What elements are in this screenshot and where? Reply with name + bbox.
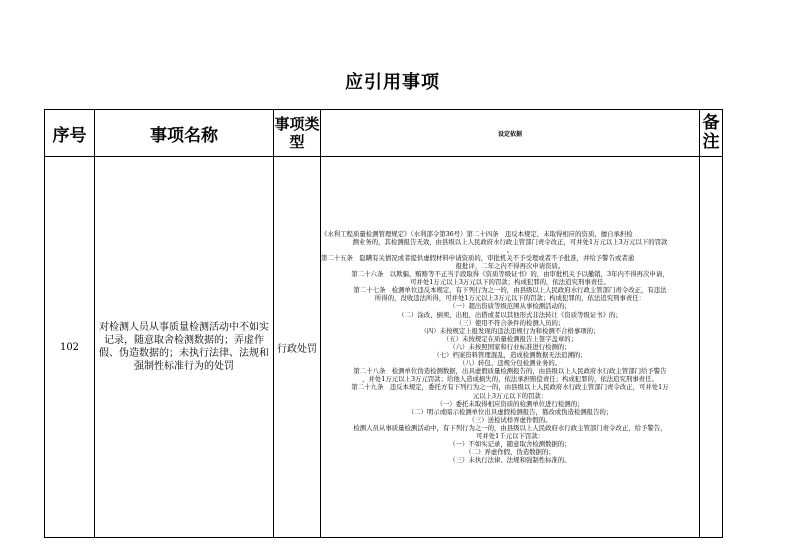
header-type: 事项类型	[274, 110, 321, 157]
header-name: 事项名称	[95, 110, 274, 157]
basis-line: （八）转包、违规分包检测业务的。	[458, 359, 562, 368]
matters-table	[44, 109, 723, 538]
row-seq: 102	[45, 157, 95, 538]
basis-line: 报批评，二年之内不得再次申请资质。	[455, 262, 565, 271]
basis-line: （七）档案资料管理混乱，造成检测数据无法追溯的；	[433, 351, 587, 360]
basis-line: 可并处1万元以上3万元以下的罚款；构成犯罪的，依法追究刑事责任。	[410, 278, 610, 287]
header-row	[45, 110, 723, 157]
row-basis	[321, 157, 700, 538]
basis-line: 第二十六条 以欺骗、贿赂等不正当手段取得《资质等级证书》的，由审批机关予以撤销，3年内不得再次申请，	[351, 270, 669, 279]
basis-line: （二）弄虚作假、伪造数据的；	[465, 448, 555, 457]
basis-line: （三）未执行法律、法规和强制性标准的。	[449, 456, 571, 465]
basis-line: 可并处1千元以下罚款：	[476, 431, 544, 440]
basis-line: （六）未按照国家和行业标准进行检测的；	[449, 342, 571, 351]
basis-line: 第二十八条 检测单位伪造检测数据，出具虚假质量检测报告的，由县级以上人民政府水行政主管部门给予警告	[353, 367, 667, 376]
row-type: 行政处罚	[274, 157, 321, 538]
basis-line: （二）涂改、倒卖、出租、出借或者以其他形式非法转让《资质等级证书》的；	[398, 310, 622, 319]
basis-line: （一）委托未取得相应资质的检测单位进行检测的；	[436, 399, 584, 408]
basis-line: 第二十九条 违反本规定，委托方有下列行为之一的，由县级以上人民政府水行政主管部门责令改正，可并处1万	[351, 383, 669, 392]
basis-line: 所得的，没收违法所得，可并处1万元以上3万元以下的罚款；构成犯罪的，依法追究刑事责任：	[374, 294, 646, 303]
basis-line: 元以上3万元以下的罚款：	[472, 391, 548, 400]
basis-line: 《水利工程质量检测管理规定》（水利部令第36号）第二十四条 违反本规定，未取得相应的资质，擅自承担检	[321, 229, 633, 238]
basis-line: （四）未按规定上报发现的违法违规行为和检测不合格事项的；	[420, 326, 600, 335]
basis-line: ，并处1万元以上3万元罚款；给他人造成损失的，依法承担赔偿责任；构成犯罪的，依法追究刑事责任。	[362, 375, 658, 384]
page-title: 应引用事项	[345, 72, 440, 93]
header-remark: 备注	[700, 110, 723, 157]
basis-line: （二）明示或暗示检测单位出具虚假检测报告，篡改或伪造检测报告的；	[407, 407, 613, 416]
row-remark	[700, 157, 723, 538]
table-row	[45, 157, 723, 538]
basis-line: （五）未按规定在质量检测报告上签字盖章的；	[442, 334, 578, 343]
basis-line: 检测人员从事质量检测活动中，有下列行为之一的，由县级以上人民政府水行政主管部门责令改正，给予警告，	[353, 423, 667, 432]
basis-text	[321, 230, 699, 465]
basis-line: （三）送检试样弄虚作假的。	[468, 415, 552, 424]
basis-line: 测业务的，其检测报告无效，由县级以上人民政府水行政主管部门责令改正，可并处1万元以上3万元以下的罚款	[352, 237, 668, 246]
header-seq: 序号	[45, 110, 95, 157]
basis-line: 。	[506, 245, 514, 254]
basis-line: （一）不如实记录，随意取舍检测数据的；	[449, 440, 571, 449]
basis-line: 第二十七条 检测单位违反本规定，有下列行为之一的，由县级以上人民政府水行政主管部门责令改正，有违法	[353, 286, 667, 295]
row-name: 对检测人员从事质量检测活动中不如实记录，随意取舍检测数据的；弄虚作假、伪造数据的；未执行法律、法规和强制性标准行为的处罚	[95, 157, 274, 538]
header-basis: 设定依据	[321, 110, 700, 157]
basis-line: （三）使用不符合条件的检测人员的；	[455, 318, 565, 327]
basis-line: （一）超出资质等级范围从事检测活动的；	[449, 302, 571, 311]
basis-line: 第二十五条 隐瞒有关情况或者提供虚假材料申请资质的，审批机关不予受理或者不予批准，并给予警告或者通	[321, 253, 635, 262]
